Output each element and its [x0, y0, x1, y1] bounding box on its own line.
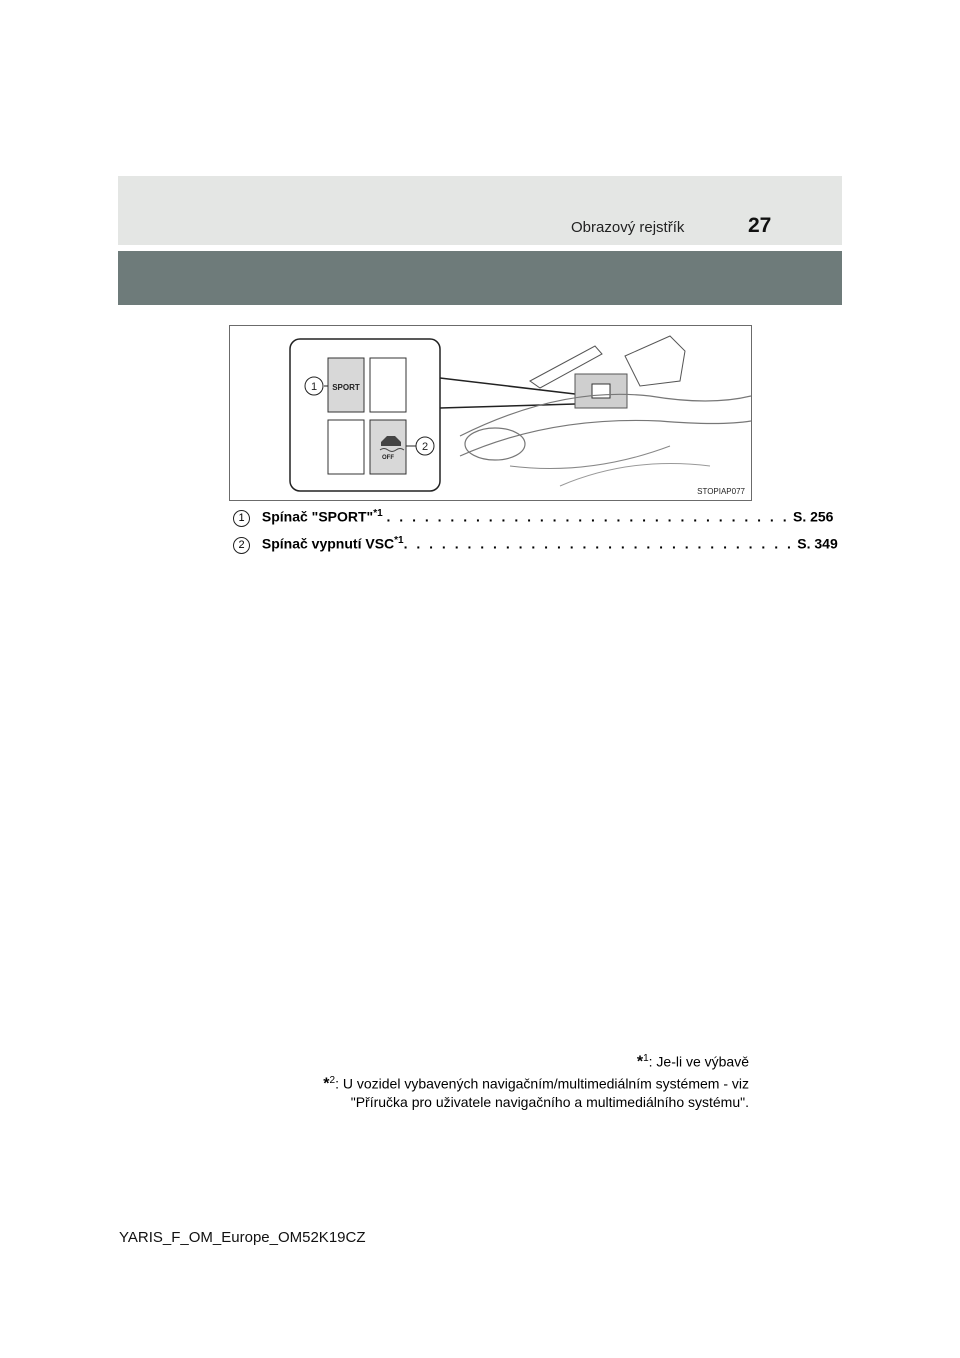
entry-leader-dots: . . . . . . . . . . . . . . . . . . . . . . . . . . . . . . . . [386, 508, 790, 525]
vsc-off-switch-label: OFF [382, 455, 394, 461]
entry-note: *1 [373, 508, 383, 519]
index-entry-vsc-off-switch [233, 535, 838, 554]
footnotes [323, 1050, 749, 1111]
sport-switch-label: SPORT [332, 383, 360, 392]
header-title: Obrazový rejstřík [571, 219, 685, 236]
callout-1: 1 [310, 381, 318, 393]
footnote-1: *$^1$: Je-li ve výbavě [636, 1053, 749, 1071]
console-switch-figure [229, 325, 752, 501]
entry-page-ref: S. 256 [792, 508, 834, 525]
entry-number: 1 [233, 510, 250, 527]
footnote-2: *$^2$: U vozidel vybavených navigačním/multimediálním systémem - viz [323, 1074, 749, 1093]
header-band [118, 176, 842, 245]
entry-number: 2 [233, 537, 250, 554]
callout-2: 2 [421, 441, 429, 453]
section-bar [118, 251, 842, 305]
entry-leader-dots: . . . . . . . . . . . . . . . . . . . . . . . . . . . . . . . [403, 535, 794, 552]
console-illustration [230, 326, 751, 500]
entry-note: *1 [394, 535, 404, 546]
document-id: YARIS_F_OM_Europe_OM52K19CZ [119, 1229, 366, 1246]
figure-code: STOPIAP077 [697, 487, 745, 496]
footnote-2-continued: "Příručka pro uživatele navigačního a multimediálního systému". [350, 1094, 749, 1111]
entry-label: Spínač "SPORT" [261, 508, 374, 525]
index-entry-sport-switch [233, 508, 833, 527]
entry-page-ref: S. 349 [797, 535, 838, 552]
page-number: 27 [748, 214, 772, 237]
entry-label: Spínač vypnutí VSC [261, 535, 395, 552]
